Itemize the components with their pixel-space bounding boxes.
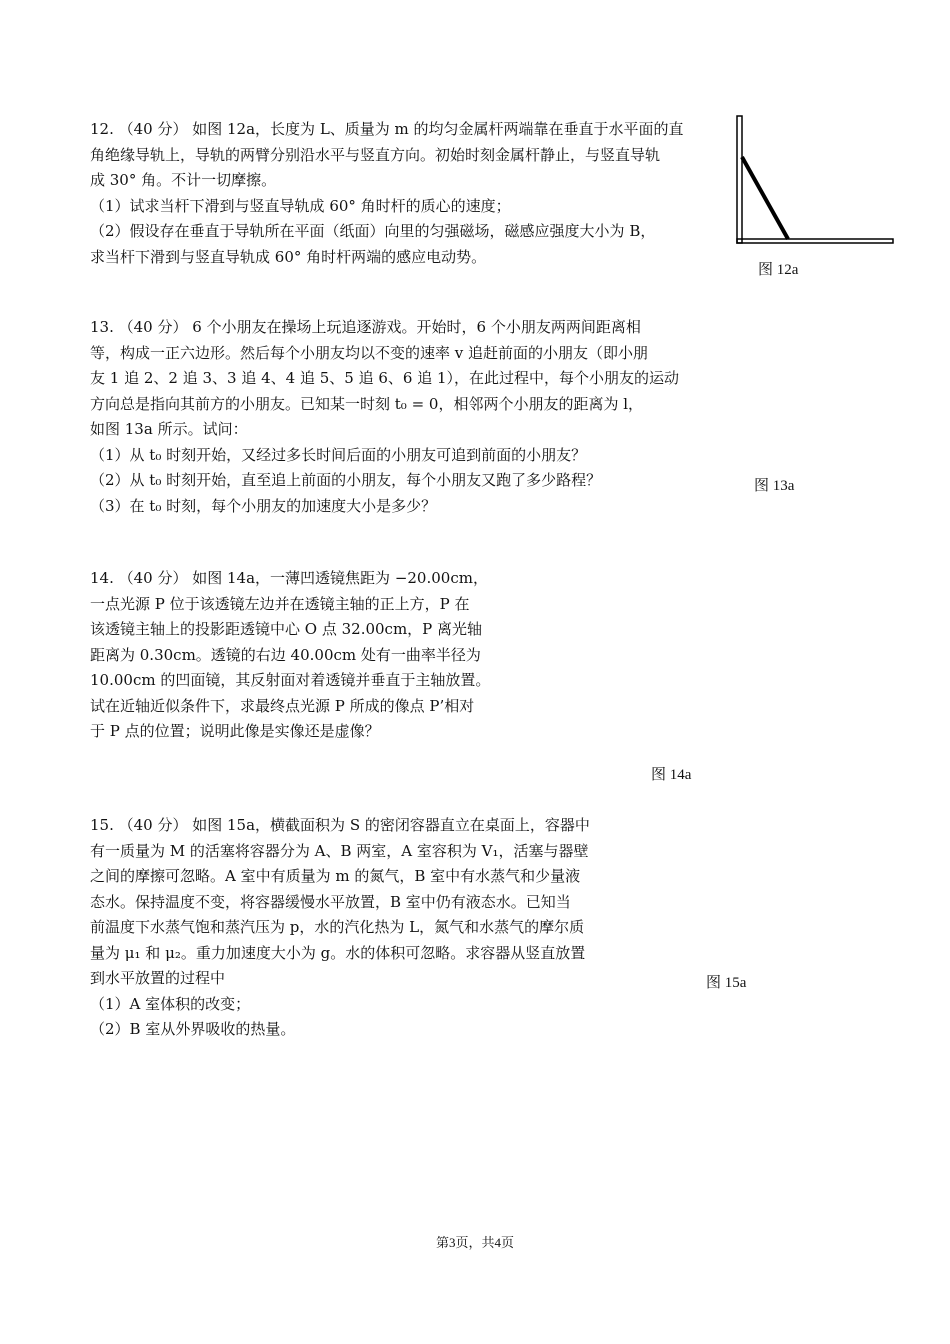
- problem-line: （3）在 t₀ 时刻，每个小朋友的加速度大小是多少？: [90, 496, 437, 515]
- problem-line: （1）从 t₀ 时刻开始，又经过多长时间后面的小朋友可追到前面的小朋友？: [90, 445, 587, 464]
- vertical-rail: [737, 116, 742, 243]
- problem-13: [90, 315, 720, 519]
- problem-12: [90, 117, 720, 270]
- problem-line: 角绝缘导轨上，导轨的两臂分别沿水平与竖直方向。初始时刻金属杆静止，与竖直导轨: [90, 145, 661, 164]
- problem-line: 之间的摩擦可忽略。A 室中有质量为 m 的氮气，B 室中有水蒸气和少量液: [90, 867, 581, 885]
- problem-line: 求当杆下滑到与竖直导轨成 60° 角时杆两端的感应电动势。: [90, 247, 487, 266]
- problem-line: 一点光源 P 位于该透镜左边并在透镜主轴的正上方，P 在: [90, 594, 470, 613]
- problem-line: 到水平放置的过程中: [90, 969, 226, 987]
- problem-14: [90, 566, 530, 745]
- figure-12a-rail-diagram: [730, 112, 900, 252]
- problem-line: 13. （40 分） 6 个小朋友在操场上玩追逐游戏。开始时，6 个小朋友两两间距离相: [90, 318, 641, 336]
- figure-15a-caption: 图 15a: [706, 975, 747, 991]
- problem-line: （1）试求当杆下滑到与竖直导轨成 60° 角时杆的质心的速度；: [90, 196, 511, 215]
- problem-line: 态水。保持温度不变，将容器缓慢水平放置，B 室中仍有液态水。已知当: [90, 892, 571, 911]
- problem-line: 如图 13a 所示。试问：: [90, 420, 248, 438]
- problem-line: 14. （40 分） 如图 14a，一薄凹透镜焦距为 −20.00cm，: [90, 569, 488, 587]
- problem-line: 前温度下水蒸气饱和蒸汽压为 p，水的汽化热为 L，氮气和水蒸气的摩尔质: [90, 918, 585, 936]
- figure-12a-caption: 图 12a: [758, 262, 799, 278]
- problem-line: 于 P 点的位置；说明此像是实像还是虚像？: [90, 722, 380, 740]
- problem-line: （2）从 t₀ 时刻开始，直至追上前面的小朋友，每个小朋友又跑了多少路程？: [90, 471, 602, 489]
- problem-line: 距离为 0.30cm。透镜的右边 40.00cm 处有一曲率半径为: [90, 645, 481, 664]
- problem-line: 友 1 追 2、2 追 3、3 追 4、4 追 5、5 追 6、6 追 1），在此过程中，每个小朋友的运动: [90, 369, 680, 387]
- problem-line: 方向总是指向其前方的小朋友。已知某一时刻 t₀ = 0，相邻两个小朋友的距离为 l，: [90, 394, 644, 413]
- problem-line: 量为 μ₁ 和 μ₂。重力加速度大小为 g。水的体积可忽略。求容器从竖直放置: [90, 943, 586, 962]
- horizontal-rail: [737, 239, 893, 243]
- problem-line: 试在近轴近似条件下，求最终点光源 P 所成的像点 P’相对: [90, 696, 475, 715]
- problem-line: 12. （40 分） 如图 12a，长度为 L、质量为 m 的均匀金属杆两端靠在垂直于水平面的直: [90, 120, 684, 138]
- problem-line: （1）A 室体积的改变；: [90, 994, 251, 1013]
- figure-14a-caption: 图 14a: [651, 767, 692, 783]
- problem-line: （2）假设存在垂直于导轨所在平面（纸面）向里的匀强磁场，磁感应强度大小为 B，: [90, 222, 656, 240]
- problem-line: 有一质量为 M 的活塞将容器分为 A、B 两室，A 室容积为 V₁，活塞与器壁: [90, 841, 589, 860]
- metal-rod: [742, 157, 788, 239]
- problem-line: 10.00cm 的凹面镜，其反射面对着透镜并垂直于主轴放置。: [90, 671, 491, 689]
- problem-line: 成 30° 角。不计一切摩擦。: [90, 171, 277, 189]
- problem-line: （2）B 室从外界吸收的热量。: [90, 1020, 296, 1038]
- problem-line: 等，构成一正六边形。然后每个小朋友均以不变的速率 v 追赶前面的小朋友（即小朋: [90, 343, 649, 362]
- figure-13a-caption: 图 13a: [754, 478, 795, 494]
- problem-line: 15. （40 分） 如图 15a，横截面积为 S 的密闭容器直立在桌面上，容器中: [90, 816, 590, 834]
- page-footer: 第3页，共4页: [435, 1235, 514, 1250]
- problem-15: [90, 813, 690, 1043]
- problem-line: 该透镜主轴上的投影距透镜中心 O 点 32.00cm，P 离光轴: [90, 620, 483, 638]
